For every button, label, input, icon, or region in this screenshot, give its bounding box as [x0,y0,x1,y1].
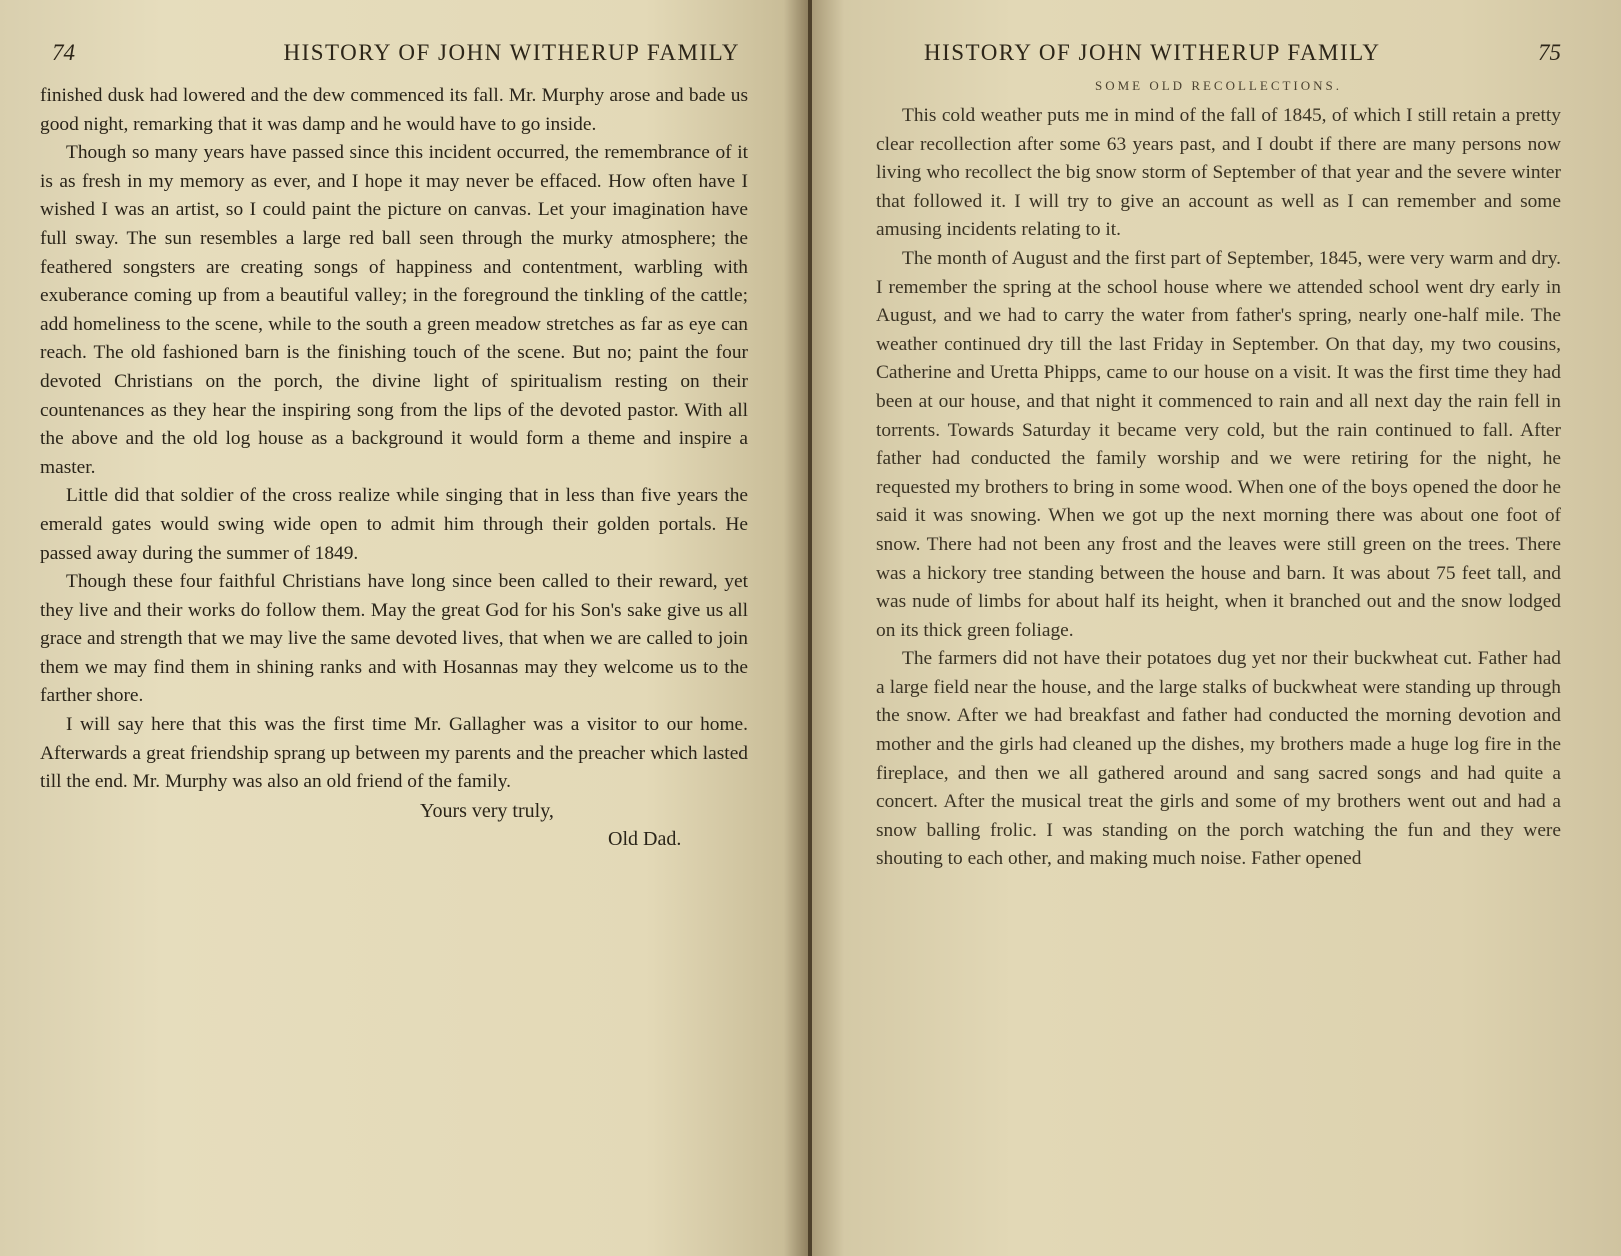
letter-signoff [40,797,748,854]
section-heading: SOME OLD RECOLLECTIONS. [1094,78,1343,93]
left-running-head [40,40,748,66]
left-running-title: HISTORY OF JOHN WITHERUP FAMILY [283,40,740,65]
paragraph: Though these four faithful Christians have long since been called to their reward, yet they live and their works do follow them. May the great God for his Son's sake give us all grace and strength that we may live the same devoted lives, that when we are called to join them we may find them in shining ranks and with Hosannas may they welcome us to the farther shore. [40,571,748,707]
paragraph: Though so many years have passed since this incident occurred, the remembrance of it is as fresh in my memory as ever, and I hope it may never be effaced. How often have I wished I was an artist, so I could paint the picture on canvas. Let your imagination have full sway. The sun resembles a large red ball seen through the murky atmosphere; the feathered songsters are creating songs of happiness and contentment, warbling with exuberance coming up from a beautiful valley; in the foreground the tinkling of the cattle; add homeliness to the scene, while to the south a green meadow stretches as far as eye can reach. The old fashioned barn is the finishing touch of the scene. But no; paint the four devoted Christians on the porch, the divine light of spiritualism resting on their countenances as they hear the inspiring song from the lips of the devoted pastor. With all the above and the old log house as a background it would form a theme and inspire a master. [40,142,748,478]
letter-closing: Yours very truly, [420,799,554,822]
right-running-title: HISTORY OF JOHN WITHERUP FAMILY [924,40,1381,65]
right-body-text [876,102,1561,874]
left-page-number: 74 [52,40,75,65]
paragraph: finished dusk had lowered and the dew commenced its fall. Mr. Murphy arose and bade us good night, remarking that it was damp and he would have to go inside. [40,85,748,135]
left-page [0,0,808,1256]
paragraph: This cold weather puts me in mind of the fall of 1845, of which I still retain a pretty clear recollection after some 63 years past, and I doubt if there are many persons now living who recollect the big snow storm of September of that year and the severe winter that followed it. I will try to give an account as well as I can remember and some amusing incidents relating to it. [876,105,1561,241]
right-running-head [876,40,1561,66]
paragraph: Little did that soldier of the cross realize while singing that in less than five years the emerald gates would swing wide open to admit him through their golden portals. He passed away during the summer of 1849. [40,485,748,564]
letter-signature: Old Dad. [608,828,682,851]
right-page [812,0,1621,1256]
paragraph: I will say here that this was the first time Mr. Gallagher was a visitor to our home. Afterwards a great friendship sprang up between my parents and the preacher which lasted till the end. Mr. Murphy was also an old friend of the family. [40,714,748,793]
paragraph: The month of August and the first part of September, 1845, were very warm and dry. I remember the spring at the school house where we attended school went dry early in August, and we had to carry the water from father's spring, nearly one-half mile. The weather continued dry till the last Friday in September. On that day, my two cousins, Catherine and Uretta Phipps, came to our house on a visit. It was the first time they had been at our house, and that night it commenced to rain and all next day the rain fell in torrents. Towards Saturday it became very cold, but the rain continued to fall. After father had conducted the family worship and we were retiring for the night, he requested my brothers to bring in some wood. When one of the boys opened the door he said it was snowing. When we got up the next morning there was about one foot of snow. There had not been any frost and the leaves were still green on the trees. There was a hickory tree standing between the house and barn. It was about 75 feet tall, and was nude of limbs for about half its height, when it branched out and the snow lodged on its thick green foliage. [876,247,1561,641]
left-body-text [40,82,748,797]
paragraph: The farmers did not have their potatoes dug yet nor their buckwheat cut. Father had a large field near the house, and the large stalks of buckwheat were standing up through the snow. After we had breakfast and father had conducted the morning devotion and mother and the girls had cleaned up the dishes, my brothers made a huge log fire in the fireplace, and then we all gathered around and sang sacred songs and had quite a concert. After the musical treat the girls and some of my brothers went out and had a snow balling frolic. I was standing on the porch watching the fun and they were shouting to each other, and making much noise. Father opened [876,648,1561,870]
right-page-number: 75 [1538,40,1561,65]
